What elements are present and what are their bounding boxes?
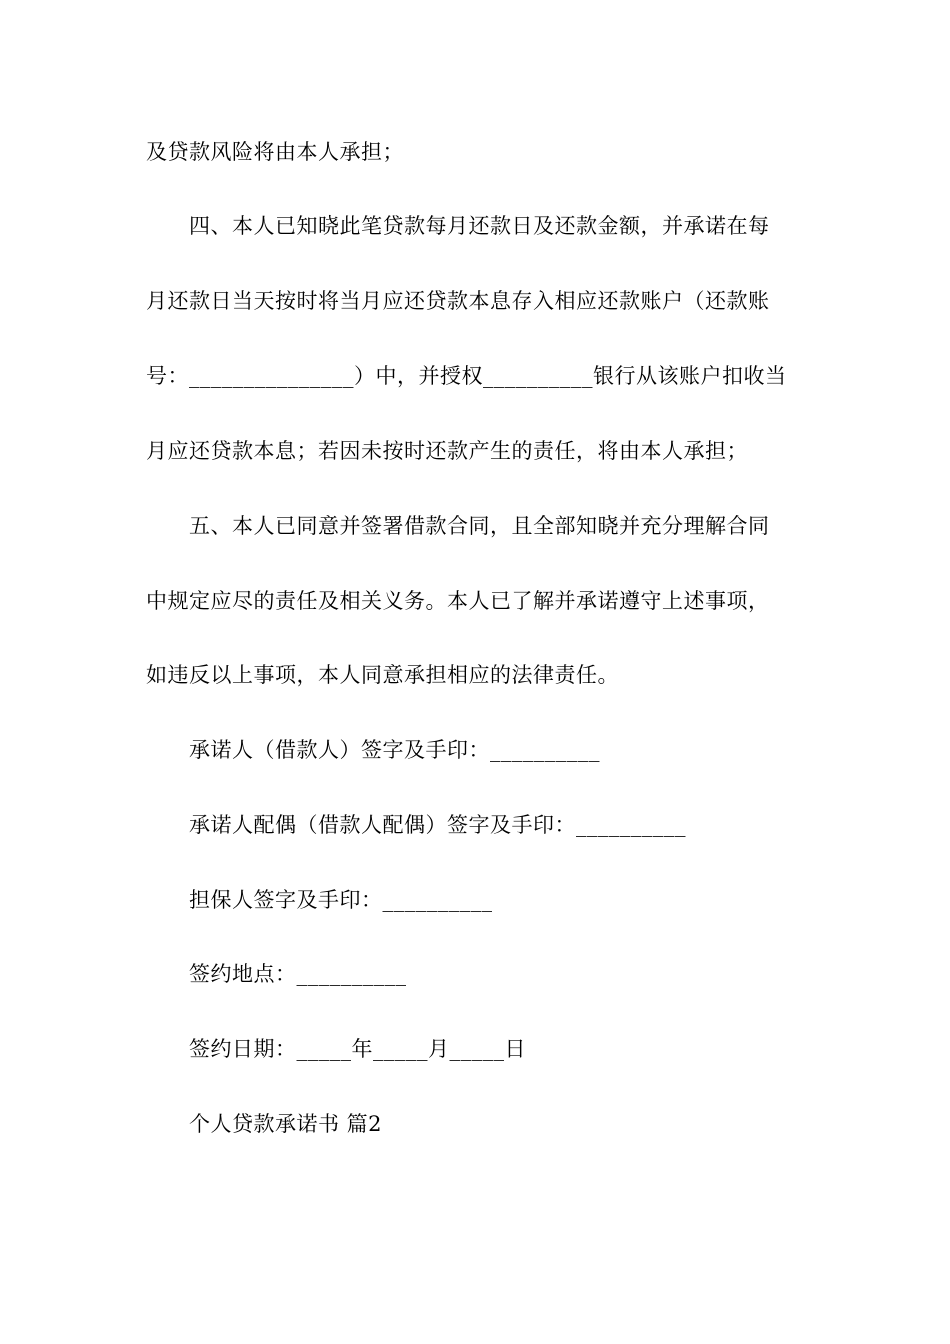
signing-date-line: 签约日期：_____年_____月_____日 — [189, 1037, 526, 1061]
paragraph-4-line-3: 号：_______________）中，并授权__________银行从该账户扣收当 — [146, 364, 787, 388]
spouse-signature-line: 承诺人配偶（借款人配偶）签字及手印：__________ — [189, 813, 686, 837]
paragraph-4-line-2: 月还款日当天按时将当月应还贷款本息存入相应还款账户（还款账 — [146, 289, 770, 313]
paragraph-5-line-2: 中规定应尽的责任及相关义务。本人已了解并承诺遵守上述事项， — [146, 589, 770, 613]
paragraph-5-line-1: 五、本人已同意并签署借款合同，且全部知晓并充分理解合同 — [189, 514, 770, 538]
paragraph-5-line-3: 如违反以上事项，本人同意承担相应的法律责任。 — [146, 663, 619, 687]
next-section-title: 个人贷款承诺书 篇2 — [189, 1112, 383, 1136]
borrower-signature-line: 承诺人（借款人）签字及手印：__________ — [189, 738, 600, 762]
paragraph-4-line-4: 月应还贷款本息；若因未按时还款产生的责任，将由本人承担； — [146, 439, 748, 463]
signing-place-line: 签约地点：__________ — [189, 962, 407, 986]
guarantor-signature-line: 担保人签字及手印：__________ — [189, 888, 493, 912]
paragraph-4-line-1: 四、本人已知晓此笔贷款每月还款日及还款金额，并承诺在每 — [189, 214, 770, 238]
paragraph-3-end-line: 及贷款风险将由本人承担； — [146, 140, 404, 164]
